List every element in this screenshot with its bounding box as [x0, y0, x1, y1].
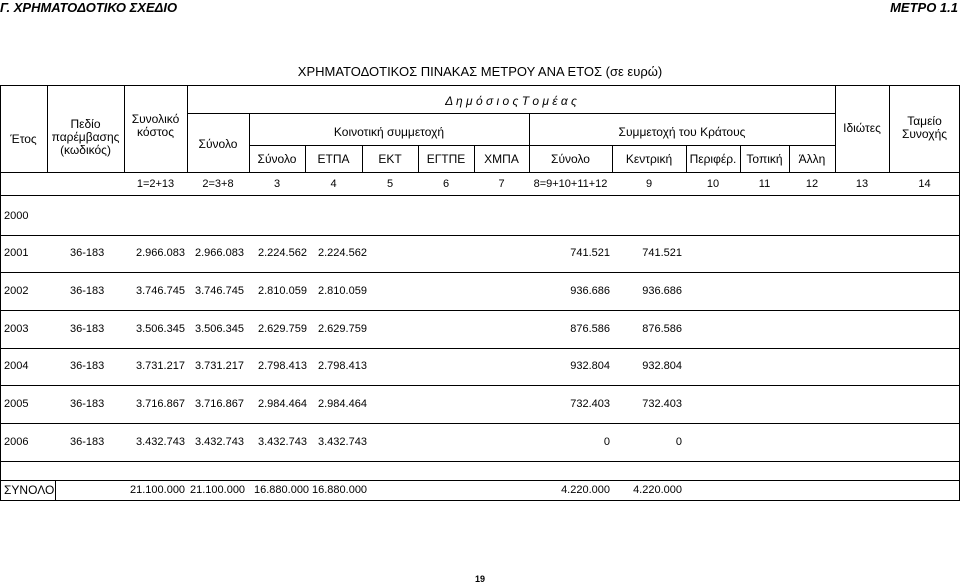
- total-cost: 21.100.000: [130, 484, 186, 496]
- col-cohesion-fund-header-2: Συνοχής: [901, 127, 948, 141]
- col-number: 7: [498, 178, 505, 190]
- col-number: 8=9+10+11+12: [533, 178, 608, 190]
- sub-header-central: Κεντρική: [625, 152, 673, 166]
- col-number: 3: [273, 178, 281, 190]
- community-contribution-header: Κοινοτική συμμετοχή: [333, 125, 445, 139]
- row-community-total: 2.629.759: [258, 323, 307, 335]
- sub-header-etpa: ΕΤΠΑ: [317, 152, 350, 166]
- row-year: 2001: [4, 247, 29, 259]
- document-header-right: ΜΕΤΡΟ 1.1: [890, 0, 958, 15]
- row-public-total: 3.716.867: [195, 398, 244, 410]
- row-state-total: 741.521: [570, 247, 610, 259]
- row-state-total: 932.804: [570, 360, 610, 372]
- row-year: 2003: [4, 323, 29, 335]
- total-state: 4.220.000: [561, 484, 610, 496]
- row-community-total: 2.798.413: [258, 360, 307, 372]
- sub-header-regional: Περιφέρ.: [689, 152, 737, 166]
- sub-header-other: Άλλη: [798, 152, 826, 166]
- col-number: 12: [805, 178, 819, 190]
- sub-header-xmpa: ΧΜΠΑ: [484, 152, 519, 166]
- row-total-cost: 3.432.743: [136, 436, 185, 448]
- row-public-total: 3.432.743: [195, 436, 244, 448]
- col-number: 9: [645, 178, 653, 190]
- row-community-total: 2.810.059: [258, 285, 307, 297]
- col-total-cost-header-1: Συνολικό: [131, 112, 180, 126]
- col-number: 2=3+8: [202, 178, 234, 190]
- total-etpa: 16.880.000: [312, 484, 368, 496]
- row-code: 36-183: [70, 436, 105, 448]
- row-community-total: 2.984.464: [258, 398, 307, 410]
- sub-header-state-total: Σύνολο: [551, 152, 590, 166]
- col-field-header-2: παρέμβασης: [51, 130, 120, 144]
- col-total-cost-header-2: κόστος: [137, 125, 174, 139]
- row-public-total: 2.966.083: [195, 247, 244, 259]
- col-public-total-header: Σύνολο: [198, 137, 238, 151]
- col-year-header: Έτος: [10, 132, 37, 146]
- row-community-total: 2.224.562: [258, 247, 307, 259]
- row-etpa: 2.810.059: [318, 285, 367, 297]
- row-etpa: 2.224.562: [318, 247, 367, 259]
- public-sector-header: Δ η μ ό σ ι ο ς Τ ο μ έ α ς: [445, 94, 577, 108]
- total-label: ΣΥΝΟΛΟ: [4, 483, 55, 497]
- sub-header-ekt: ΕΚΤ: [378, 152, 402, 166]
- row-code: 36-183: [70, 285, 105, 297]
- row-public-total: 3.731.217: [195, 360, 244, 372]
- row-total-cost: 3.746.745: [136, 285, 185, 297]
- row-year: 2006: [4, 436, 29, 448]
- row-etpa: 3.432.743: [318, 436, 367, 448]
- row-central: 936.686: [642, 285, 682, 297]
- row-year: 2004: [4, 360, 29, 372]
- col-number: 13: [855, 178, 869, 190]
- row-etpa: 2.629.759: [318, 323, 367, 335]
- row-central: 0: [675, 436, 682, 448]
- row-community-total: 3.432.743: [258, 436, 307, 448]
- row-central: 741.521: [642, 247, 682, 259]
- total-community: 16.880.000: [254, 484, 310, 496]
- sub-header-local: Τοπική: [746, 152, 783, 166]
- row-total-cost: 3.506.345: [136, 323, 185, 335]
- row-total-cost: 3.716.867: [136, 398, 185, 410]
- row-central: 732.403: [642, 398, 682, 410]
- total-central: 4.220.000: [633, 484, 682, 496]
- row-central: 932.804: [642, 360, 682, 372]
- sub-header-comm-total: Σύνολο: [257, 152, 297, 166]
- row-state-total: 936.686: [570, 285, 610, 297]
- col-cohesion-fund-header-1: Ταμείο: [907, 114, 942, 128]
- row-etpa: 2.984.464: [318, 398, 367, 410]
- page-number: 19: [474, 574, 485, 584]
- sub-header-egtpe: ΕΓΤΠΕ: [426, 152, 466, 166]
- row-total-cost: 3.731.217: [136, 360, 185, 372]
- col-number: 4: [330, 178, 337, 190]
- col-private-header: Ιδιώτες: [843, 121, 881, 135]
- col-number: 14: [918, 178, 931, 190]
- col-number: 11: [758, 178, 771, 190]
- row-code: 36-183: [70, 247, 105, 259]
- row-etpa: 2.798.413: [318, 360, 367, 372]
- col-field-header-3: (κωδικός): [60, 143, 111, 157]
- state-contribution-header: Συμμετοχή του Κράτους: [618, 125, 746, 139]
- col-number: 10: [706, 178, 720, 190]
- total-public: 21.100.000: [190, 484, 246, 496]
- row-state-total: 876.586: [570, 323, 610, 335]
- row-code: 36-183: [70, 398, 105, 410]
- row-state-total: 0: [603, 436, 610, 448]
- row-total-cost: 2.966.083: [136, 247, 185, 259]
- row-public-total: 3.746.745: [195, 285, 244, 297]
- row-year: 2005: [4, 398, 29, 410]
- row-code: 36-183: [70, 323, 105, 335]
- row-state-total: 732.403: [570, 398, 610, 410]
- row-year: 2002: [4, 285, 29, 297]
- row-public-total: 3.506.345: [195, 323, 244, 335]
- row-year: 2000: [4, 210, 29, 222]
- col-number: 1=2+13: [136, 178, 175, 190]
- row-central: 876.586: [642, 323, 682, 335]
- col-field-header-1: Πεδίο: [70, 117, 101, 131]
- document-header-left: Γ. ΧΡΗΜΑΤΟΔΟΤΙΚΟ ΣΧΕΔΙΟ: [0, 0, 178, 15]
- table-title: ΧΡΗΜΑΤΟΔΟΤΙΚΟΣ ΠΙΝΑΚΑΣ ΜΕΤΡΟΥ ΑΝΑ ΕΤΟΣ (σε ευρώ): [297, 64, 663, 79]
- col-number: 6: [442, 178, 450, 190]
- col-number: 5: [386, 178, 394, 190]
- row-code: 36-183: [70, 360, 105, 372]
